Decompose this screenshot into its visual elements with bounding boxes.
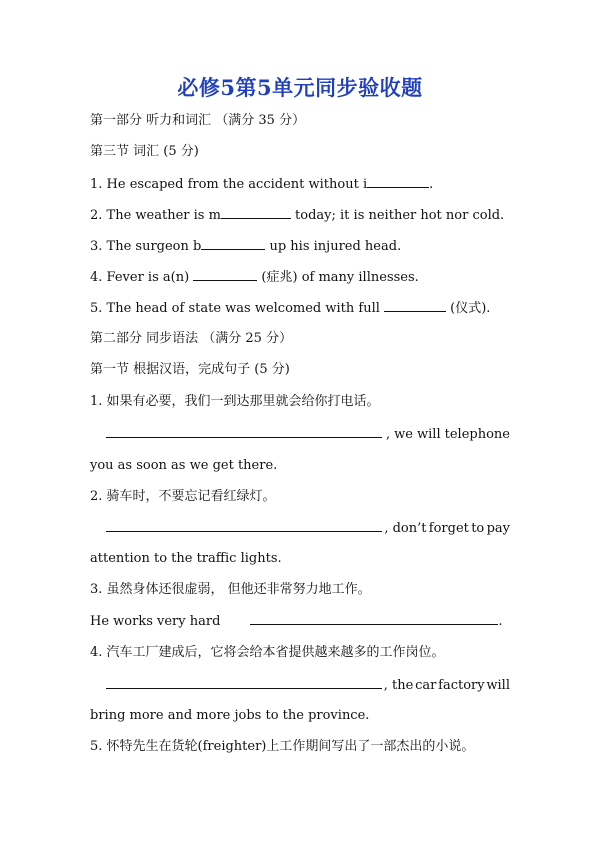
part1-heading: 第一部分 听力和词汇 （满分 35 分） — [90, 113, 306, 128]
vocab-item-4-tail: (症兆) of many illnesses. — [257, 270, 419, 285]
sentence-1-chinese: 1. 如果有必要，我们一到达那里就会给你打电话。 — [90, 394, 380, 409]
vocab-item-1 — [90, 175, 433, 194]
answer-blank[interactable] — [201, 237, 265, 250]
sentence-2-answer-line — [90, 519, 510, 538]
sentence-2-continuation: attention to the traffic lights. — [90, 551, 282, 566]
sentence-4-word: car — [415, 678, 437, 693]
answer-blank[interactable] — [106, 425, 382, 438]
vocab-item-5 — [90, 299, 490, 318]
sentence-2-chinese: 2. 骑车时，不要忘记看红绿灯。 — [90, 489, 276, 504]
sentence-2-word: forget — [428, 521, 469, 536]
answer-blank[interactable] — [384, 299, 446, 312]
sentence-2-word: pay — [486, 521, 510, 536]
vocab-item-1-text: 1. He escaped from the accident without i — [90, 177, 368, 192]
vocab-item-3-tail: up his injured head. — [265, 239, 402, 254]
sentence-3-lead: He works very hard — [90, 614, 221, 629]
sentence-3-tail: . — [498, 614, 503, 629]
sentence-5-chinese: 5. 怀特先生在货轮(freighter)上工作期间写出了一部杰出的小说。 — [90, 739, 475, 754]
sentence-1-answer-line — [90, 425, 510, 444]
section3-heading: 第三节 词汇 (5 分) — [90, 144, 199, 159]
sentence-3-chinese: 3. 虽然身体还很虚弱， 但他还非常努力地工作。 — [90, 582, 371, 597]
vocab-item-1-tail: . — [429, 177, 434, 192]
vocab-item-3-text: 3. The surgeon b — [90, 239, 202, 254]
sentence-1-word: , — [386, 427, 391, 442]
sentence-4-word: , the — [383, 678, 414, 693]
vocab-item-4-text: 4. Fever is a(n) — [90, 270, 194, 285]
sentence-1-word: we — [394, 427, 413, 442]
sentence-2-word: , don’t — [384, 521, 427, 536]
sentence-2-word: to — [471, 521, 485, 536]
answer-blank[interactable] — [193, 268, 257, 281]
vocab-item-5-text: 5. The head of state was welcomed with full — [90, 301, 385, 316]
sentence-1-word: will — [417, 427, 441, 442]
sentence-1-word: telephone — [444, 427, 510, 442]
vocab-item-4 — [90, 268, 419, 287]
vocab-item-5-tail: (仪式). — [446, 301, 491, 316]
vocab-item-2-text: 2. The weather is m — [90, 208, 221, 223]
sentence-4-chinese: 4. 汽车工厂建成后，它将会给本省提供越来越多的工作岗位。 — [90, 645, 445, 660]
sentence-3-answer-line — [90, 612, 503, 631]
answer-blank[interactable] — [106, 676, 382, 689]
answer-blank[interactable] — [250, 612, 498, 625]
page-title: 必修5第5单元同步验收题 — [177, 75, 423, 100]
answer-blank[interactable] — [367, 175, 429, 188]
section1-heading: 第一节 根据汉语，完成句子 (5 分) — [90, 362, 290, 377]
vocab-item-2-tail: today; it is neither hot nor cold. — [290, 208, 505, 223]
sentence-1-continuation: you as soon as we get there. — [90, 458, 278, 473]
vocab-item-2 — [90, 206, 504, 225]
sentence-4-word: factory — [438, 678, 485, 693]
answer-blank[interactable] — [106, 519, 382, 532]
sentence-4-continuation: bring more and more jobs to the province. — [90, 708, 370, 723]
part2-heading: 第二部分 同步语法 （满分 25 分） — [90, 331, 293, 346]
answer-blank[interactable] — [221, 206, 291, 219]
sentence-4-word: will — [486, 678, 510, 693]
sentence-4-answer-line — [90, 676, 510, 695]
vocab-item-3 — [90, 237, 401, 256]
